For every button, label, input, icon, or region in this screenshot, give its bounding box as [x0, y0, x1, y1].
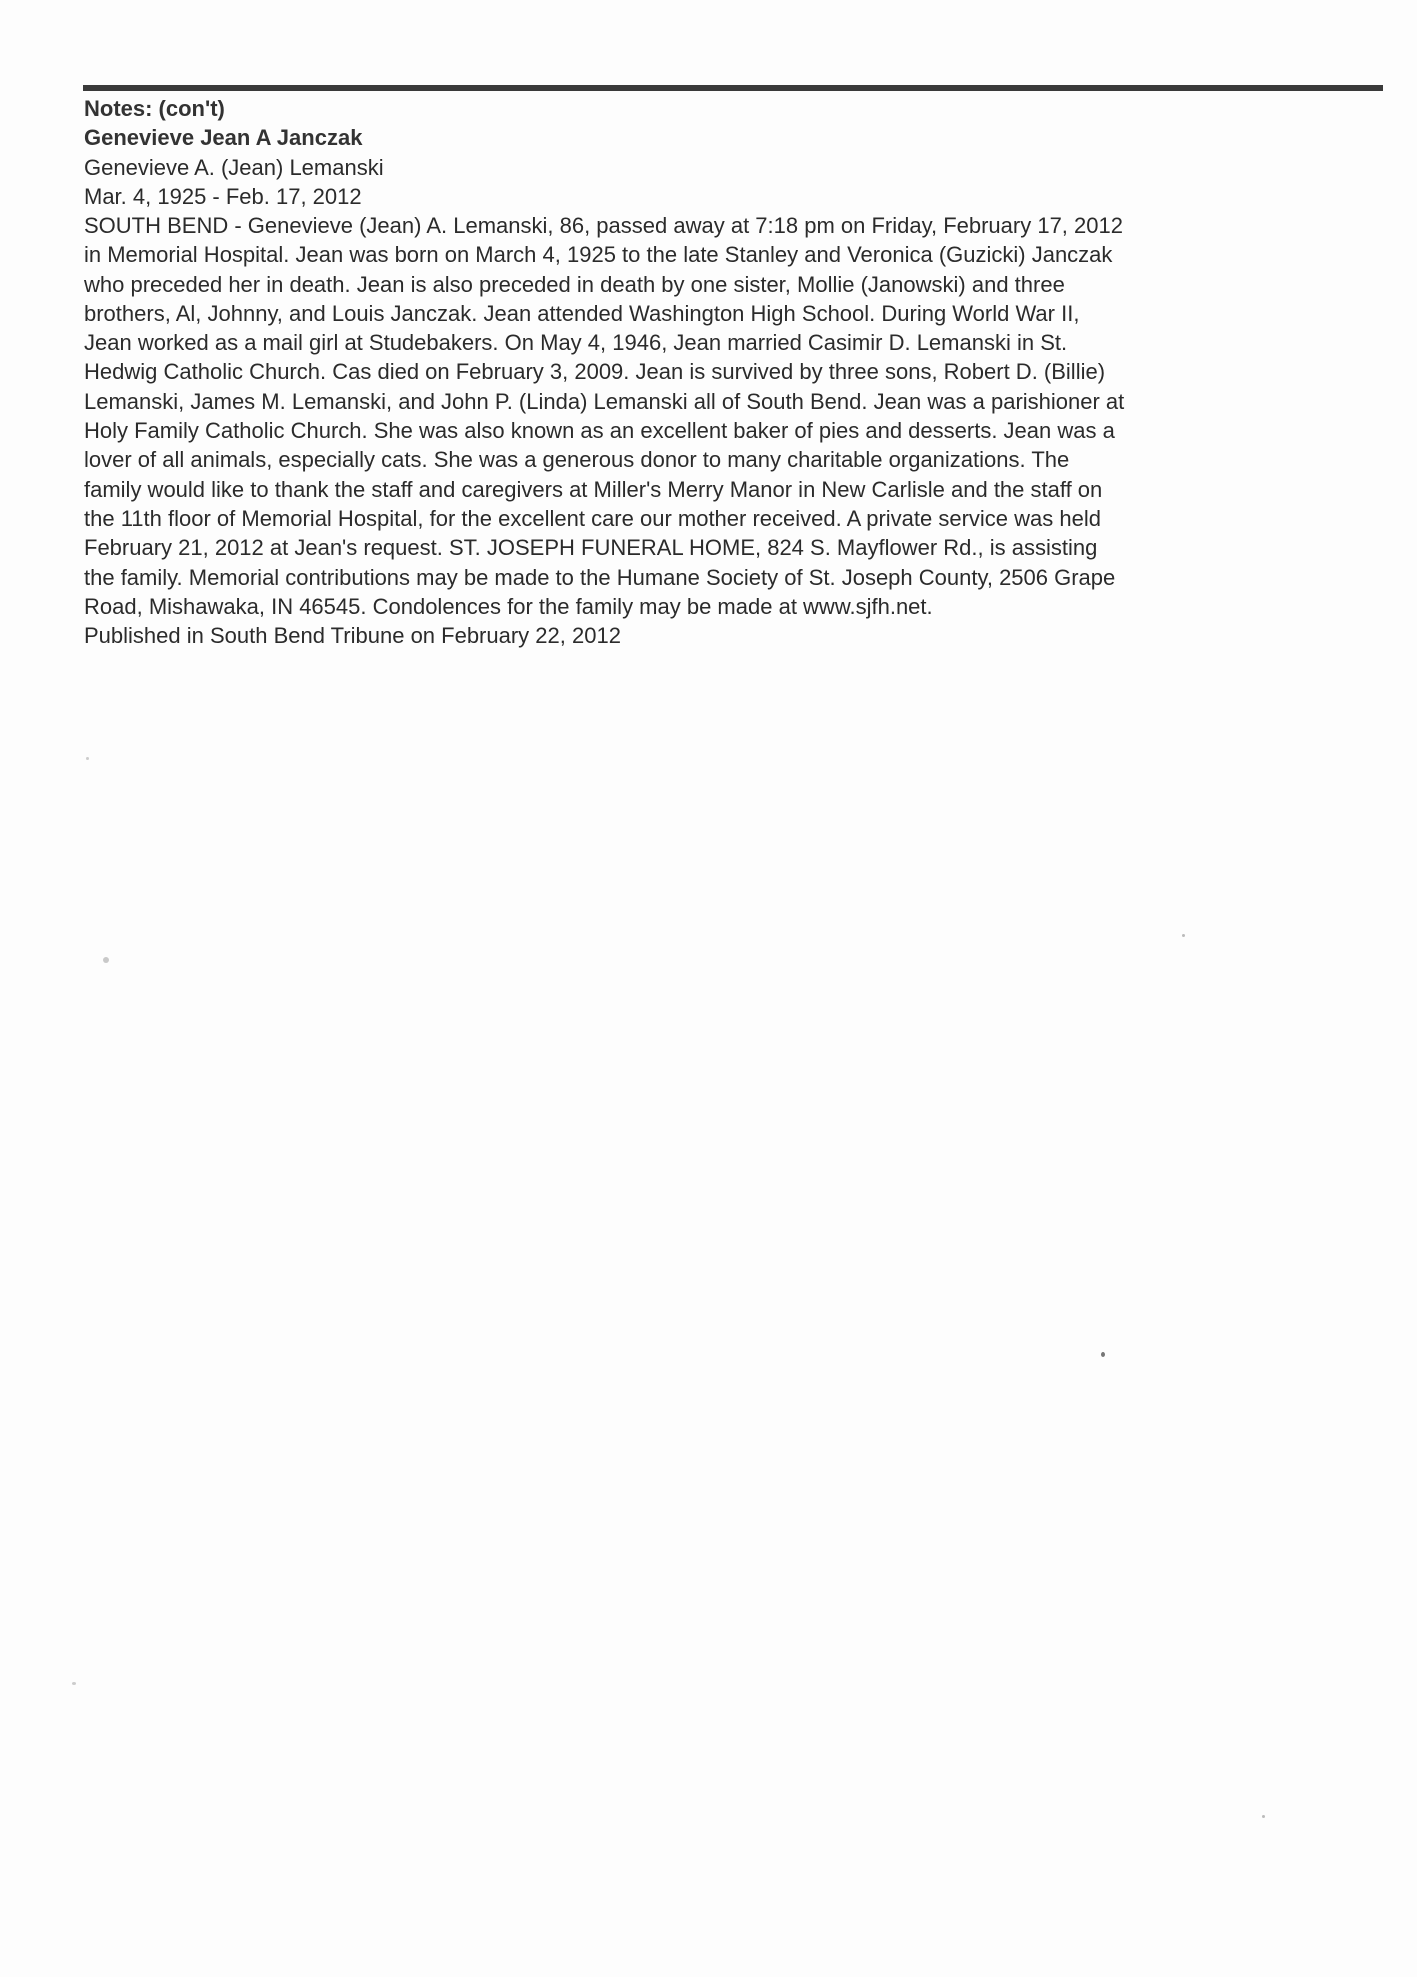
obituary-line: in Memorial Hospital. Jean was born on March 4, 1925 to the late Stanley and Veronica (Guzicki) Janczak	[84, 242, 1113, 268]
obituary-line: lover of all animals, especially cats. She was a generous donor to many charitable organizations. The	[84, 447, 1070, 473]
obituary-line: who preceded her in death. Jean is also preceded in death by one sister, Mollie (Janowski) and three	[84, 271, 1065, 297]
obituary-line: Lemanski, James M. Lemanski, and John P. (Linda) Lemanski all of South Bend. Jean was a parishioner at	[84, 388, 1125, 414]
obituary-line: Road, Mishawaka, IN 46545. Condolences for the family may be made at www.sjfh.net.	[84, 593, 933, 619]
obituary-line: brothers, Al, Johnny, and Louis Janczak. Jean attended Washington High School. During World War II,	[84, 300, 1080, 326]
notes-section	[84, 94, 1384, 650]
obituary-line: Jean worked as a mail girl at Studebakers. On May 4, 1946, Jean married Casimir D. Lemanski in St.	[84, 330, 1068, 356]
obituary-line: Hedwig Catholic Church. Cas died on February 3, 2009. Jean is survived by three sons, Robert D. (Billie)	[84, 359, 1106, 385]
obituary-line: family would like to thank the staff and caregivers at Miller's Merry Manor in New Carlisle and the staff on	[84, 476, 1103, 502]
publication-note: Published in South Bend Tribune on February 22, 2012	[84, 623, 621, 649]
obituary-line: SOUTH BEND - Genevieve (Jean) A. Lemanski, 86, passed away at 7:18 pm on Friday, February 17, 2012	[84, 213, 1123, 238]
obituary-body	[84, 211, 1384, 621]
scan-speck	[1182, 934, 1185, 937]
scan-speck	[72, 1682, 76, 1685]
obituary-line: the 11th floor of Memorial Hospital, for the excellent care our mother received. A private service was held	[84, 505, 1101, 531]
scan-speck	[86, 757, 89, 760]
notes-heading: Notes: (con't)	[84, 96, 225, 121]
scan-speck	[1101, 1352, 1105, 1357]
person-name: Genevieve Jean A Janczak	[84, 125, 363, 150]
obituary-line: Holy Family Catholic Church. She was also known as an excellent baker of pies and desserts. Jean was a	[84, 418, 1115, 444]
top-rule	[83, 85, 1383, 91]
obituary-dates: Mar. 4, 1925 - Feb. 17, 2012	[84, 184, 362, 209]
obituary-line: February 21, 2012 at Jean's request. ST. JOSEPH FUNERAL HOME, 824 S. Mayflower Rd., is assisting	[84, 535, 1098, 561]
obituary-line: the family. Memorial contributions may be made to the Humane Society of St. Joseph County, 2506 Grape	[84, 564, 1116, 590]
scan-speck	[103, 957, 109, 963]
scan-speck	[1262, 1815, 1265, 1818]
obituary-headline-name: Genevieve A. (Jean) Lemanski	[84, 155, 384, 180]
